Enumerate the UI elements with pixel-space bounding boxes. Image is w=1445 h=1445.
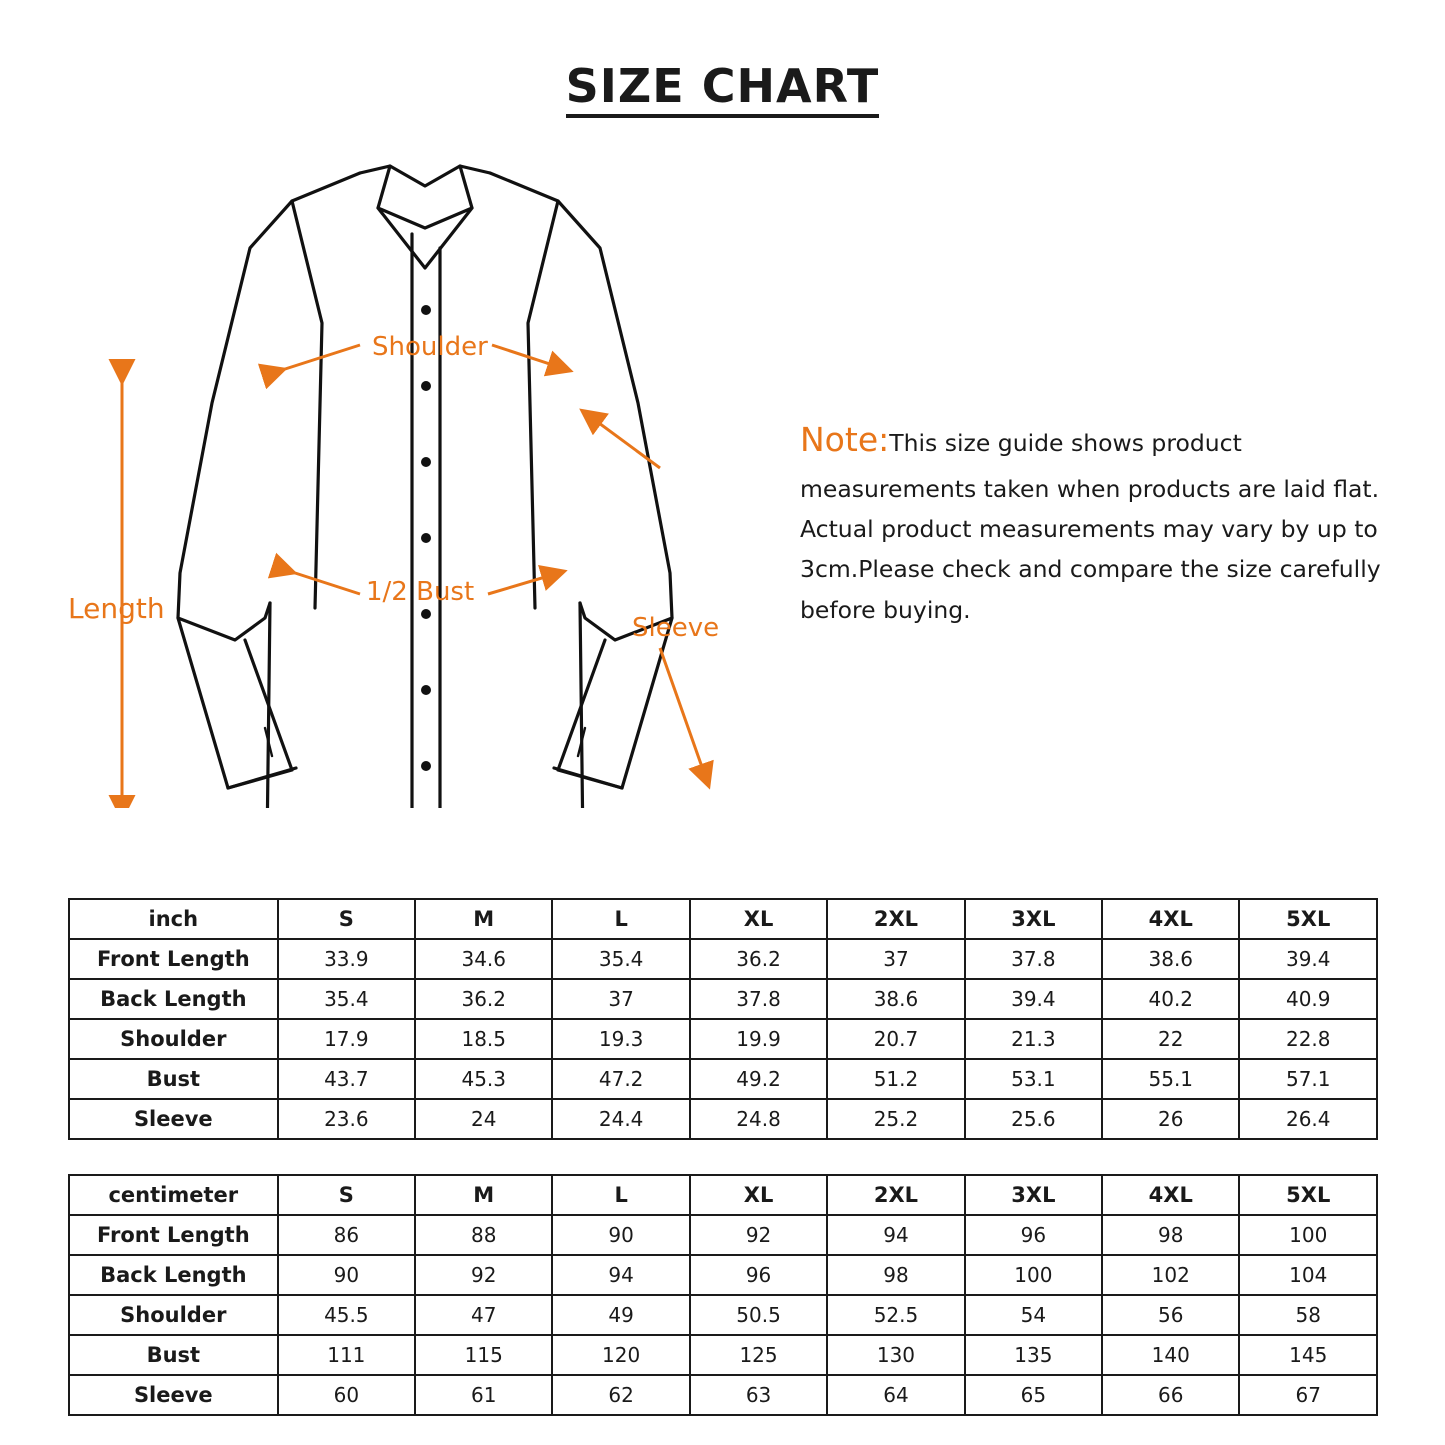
table-col-xl: XL xyxy=(690,899,827,939)
table-col-s: S xyxy=(278,1175,415,1215)
cell: 49.2 xyxy=(690,1059,827,1099)
cell: 50.5 xyxy=(690,1295,827,1335)
cell: 37.8 xyxy=(690,979,827,1019)
row-label: Back Length xyxy=(69,1255,278,1295)
cell: 104 xyxy=(1239,1255,1377,1295)
cell: 37 xyxy=(552,979,689,1019)
cell: 47.2 xyxy=(552,1059,689,1099)
size-table-centimeter xyxy=(68,1174,1378,1416)
cell: 111 xyxy=(278,1335,415,1375)
page-title: SIZE CHART xyxy=(566,62,880,118)
cell: 90 xyxy=(552,1215,689,1255)
table-row xyxy=(69,1215,1377,1255)
cell: 19.3 xyxy=(552,1019,689,1059)
cell: 37 xyxy=(827,939,964,979)
cell: 17.9 xyxy=(278,1019,415,1059)
cell: 23.6 xyxy=(278,1099,415,1139)
note-block xyxy=(800,388,1400,653)
upper-section xyxy=(0,118,1445,808)
table-header-row xyxy=(69,1175,1377,1215)
shirt-diagram xyxy=(60,148,790,808)
table-col-4xl: 4XL xyxy=(1102,899,1239,939)
cell: 21.3 xyxy=(965,1019,1102,1059)
table-row xyxy=(69,1375,1377,1415)
table-col-s: S xyxy=(278,899,415,939)
cell: 130 xyxy=(827,1335,964,1375)
cell: 98 xyxy=(1102,1215,1239,1255)
page-title-container xyxy=(0,0,1445,118)
cell: 18.5 xyxy=(415,1019,552,1059)
cell: 24.4 xyxy=(552,1099,689,1139)
cell: 135 xyxy=(965,1335,1102,1375)
note-label: Note: xyxy=(800,419,890,459)
note-paragraph xyxy=(800,412,1400,630)
cell: 26.4 xyxy=(1239,1099,1377,1139)
size-table-inch xyxy=(68,898,1378,1140)
cell: 120 xyxy=(552,1335,689,1375)
row-label: Back Length xyxy=(69,979,278,1019)
cell: 39.4 xyxy=(1239,939,1377,979)
row-label: Front Length xyxy=(69,1215,278,1255)
cell: 63 xyxy=(690,1375,827,1415)
cell: 53.1 xyxy=(965,1059,1102,1099)
cell: 94 xyxy=(552,1255,689,1295)
row-label: Front Length xyxy=(69,939,278,979)
cell: 65 xyxy=(965,1375,1102,1415)
table-row xyxy=(69,1335,1377,1375)
cell: 26 xyxy=(1102,1099,1239,1139)
row-label: Bust xyxy=(69,1335,278,1375)
cell: 39.4 xyxy=(965,979,1102,1019)
cell: 33.9 xyxy=(278,939,415,979)
cell: 35.4 xyxy=(552,939,689,979)
cell: 96 xyxy=(690,1255,827,1295)
cell: 115 xyxy=(415,1335,552,1375)
cell: 51.2 xyxy=(827,1059,964,1099)
cell: 24.8 xyxy=(690,1099,827,1139)
cell: 37.8 xyxy=(965,939,1102,979)
cell: 22.8 xyxy=(1239,1019,1377,1059)
diagram-label-half-bust: 1/2 Bust xyxy=(366,577,475,608)
cell: 102 xyxy=(1102,1255,1239,1295)
cell: 96 xyxy=(965,1215,1102,1255)
table-row xyxy=(69,1099,1377,1139)
table-col-m: M xyxy=(415,1175,552,1215)
table-col-xl: XL xyxy=(690,1175,827,1215)
cell: 36.2 xyxy=(415,979,552,1019)
table-col-5xl: 5XL xyxy=(1239,1175,1377,1215)
cell: 34.6 xyxy=(415,939,552,979)
table-col-4xl: 4XL xyxy=(1102,1175,1239,1215)
cell: 58 xyxy=(1239,1295,1377,1335)
cell: 88 xyxy=(415,1215,552,1255)
cell: 52.5 xyxy=(827,1295,964,1335)
cell: 40.9 xyxy=(1239,979,1377,1019)
cell: 38.6 xyxy=(1102,939,1239,979)
cell: 38.6 xyxy=(827,979,964,1019)
cell: 98 xyxy=(827,1255,964,1295)
cell: 86 xyxy=(278,1215,415,1255)
cell: 36.2 xyxy=(690,939,827,979)
row-label: Shoulder xyxy=(69,1295,278,1335)
table-row xyxy=(69,939,1377,979)
cell: 66 xyxy=(1102,1375,1239,1415)
table-col-m: M xyxy=(415,899,552,939)
cell: 54 xyxy=(965,1295,1102,1335)
table-row xyxy=(69,1255,1377,1295)
cell: 25.2 xyxy=(827,1099,964,1139)
cell: 25.6 xyxy=(965,1099,1102,1139)
table-row xyxy=(69,979,1377,1019)
table-col-3xl: 3XL xyxy=(965,899,1102,939)
cell: 60 xyxy=(278,1375,415,1415)
diagram-label-sleeve: Sleeve xyxy=(632,613,720,644)
cell: 56 xyxy=(1102,1295,1239,1335)
table-unit-header: centimeter xyxy=(69,1175,278,1215)
table-spacer xyxy=(68,1140,1378,1174)
size-tables xyxy=(68,898,1378,1416)
cell: 45.3 xyxy=(415,1059,552,1099)
diagram-label-shoulder: Shoulder xyxy=(372,332,488,363)
cell: 61 xyxy=(415,1375,552,1415)
table-col-3xl: 3XL xyxy=(965,1175,1102,1215)
table-row xyxy=(69,1019,1377,1059)
table-col-l: L xyxy=(552,899,689,939)
cell: 57.1 xyxy=(1239,1059,1377,1099)
cell: 145 xyxy=(1239,1335,1377,1375)
table-col-2xl: 2XL xyxy=(827,899,964,939)
cell: 19.9 xyxy=(690,1019,827,1059)
cell: 62 xyxy=(552,1375,689,1415)
cell: 64 xyxy=(827,1375,964,1415)
row-label: Sleeve xyxy=(69,1099,278,1139)
table-col-2xl: 2XL xyxy=(827,1175,964,1215)
table-col-l: L xyxy=(552,1175,689,1215)
cell: 125 xyxy=(690,1335,827,1375)
cell: 24 xyxy=(415,1099,552,1139)
row-label: Shoulder xyxy=(69,1019,278,1059)
cell: 55.1 xyxy=(1102,1059,1239,1099)
cell: 45.5 xyxy=(278,1295,415,1335)
cell: 22 xyxy=(1102,1019,1239,1059)
cell: 92 xyxy=(415,1255,552,1295)
cell: 100 xyxy=(1239,1215,1377,1255)
cell: 35.4 xyxy=(278,979,415,1019)
cell: 140 xyxy=(1102,1335,1239,1375)
table-row xyxy=(69,1295,1377,1335)
cell: 94 xyxy=(827,1215,964,1255)
cell: 49 xyxy=(552,1295,689,1335)
row-label: Sleeve xyxy=(69,1375,278,1415)
table-col-5xl: 5XL xyxy=(1239,899,1377,939)
cell: 43.7 xyxy=(278,1059,415,1099)
row-label: Bust xyxy=(69,1059,278,1099)
cell: 40.2 xyxy=(1102,979,1239,1019)
cell: 90 xyxy=(278,1255,415,1295)
cell: 47 xyxy=(415,1295,552,1335)
cell: 100 xyxy=(965,1255,1102,1295)
table-header-row xyxy=(69,899,1377,939)
cell: 67 xyxy=(1239,1375,1377,1415)
cell: 20.7 xyxy=(827,1019,964,1059)
table-unit-header: inch xyxy=(69,899,278,939)
diagram-label-length: Length xyxy=(68,592,165,626)
cell: 92 xyxy=(690,1215,827,1255)
table-row xyxy=(69,1059,1377,1099)
note-body: This size guide shows product measurements taken when products are laid flat. Actual product measurements may vary by up to 3cm.Please check and compare the size carefully before buying. xyxy=(800,428,1381,624)
